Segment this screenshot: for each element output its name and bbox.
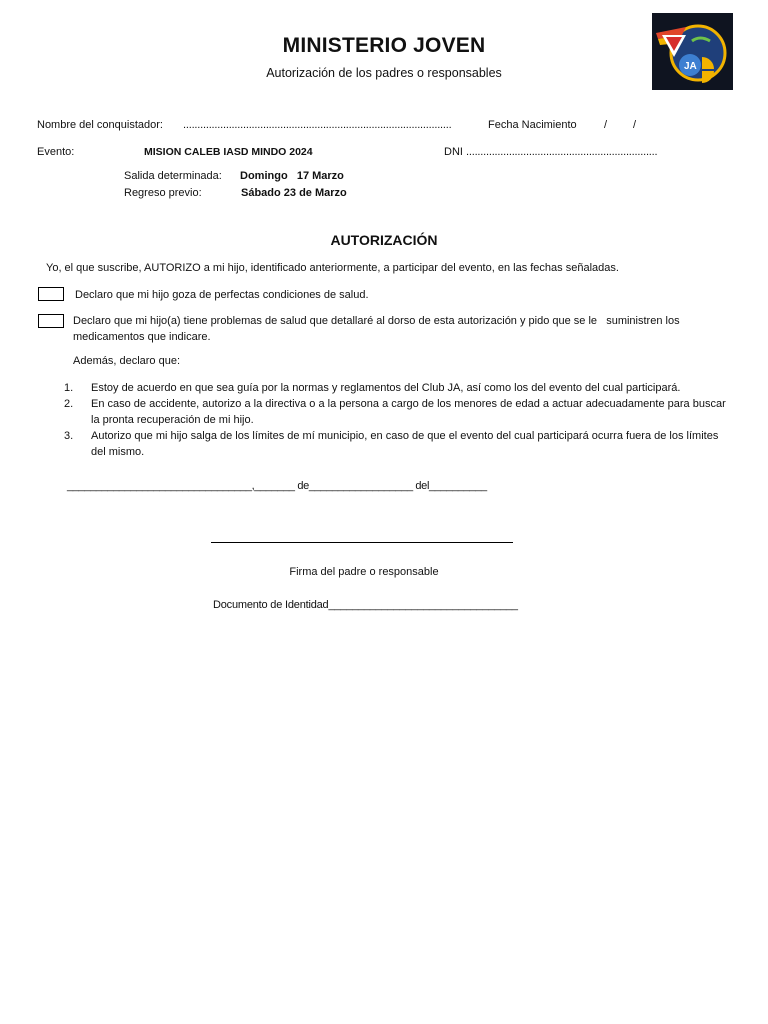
return-value: Sábado 23 de Marzo — [241, 187, 347, 199]
list-item-text: En caso de accidente, autorizo a la directiva o a la persona a cargo de los menores de edad a actuar adecuadamente para buscar la pronta recuperación de mi hijo. — [91, 398, 726, 426]
signature-line[interactable] — [211, 542, 513, 543]
ja-logo — [652, 13, 733, 90]
health-issues-label: Declaro que mi hijo(a) tiene problemas de salud que detallaré al dorso de esta autorización y pido que se le suministren los medicamentos que indicare. — [73, 315, 683, 343]
id-document-line[interactable]: Documento de Identidad________________________________ — [213, 599, 518, 611]
birth-date-slash: / — [633, 119, 637, 131]
departure-label: Salida determinada: — [124, 170, 222, 182]
authorization-heading: AUTORIZACIÓN — [330, 232, 438, 248]
dni-field[interactable]: ................................................................... — [466, 146, 658, 158]
document-subtitle: Autorización de los padres o responsables — [266, 66, 502, 80]
ademas-label: Además, declaro que: — [73, 355, 181, 367]
birth-date-label: Fecha Nacimiento — [488, 119, 577, 131]
dni-label: DNI — [444, 146, 463, 158]
list-item — [64, 380, 734, 396]
list-item-number: 3. — [64, 430, 74, 442]
name-label: Nombre del conquistador: — [37, 119, 163, 131]
authorization-intro: Yo, el que suscribe, AUTORIZO a mi hijo, identificado anteriormente, a participar del evento, en las fechas señaladas. — [46, 262, 619, 274]
list-item — [64, 428, 734, 460]
list-item-number: 1. — [64, 382, 74, 394]
document-title: MINISTERIO JOVEN — [282, 34, 486, 57]
health-issues-checkbox[interactable] — [38, 314, 64, 328]
event-value: MISION CALEB IASD MINDO 2024 — [144, 146, 313, 158]
list-item-text: Estoy de acuerdo en que sea guía por la normas y reglamentos del Club JA, así como los del evento del cual participará. — [91, 382, 681, 394]
event-label: Evento: — [37, 146, 75, 158]
date-line[interactable]: ________________________________,_______ de__________________ del__________ — [67, 480, 487, 492]
list-item — [64, 396, 734, 428]
signature-label: Firma del padre o responsable — [289, 566, 439, 578]
list-item-number: 2. — [64, 398, 74, 410]
health-ok-label: Declaro que mi hijo goza de perfectas condiciones de salud. — [75, 289, 369, 301]
svg-text:JA: JA — [684, 61, 697, 72]
birth-date-slash: / — [604, 119, 608, 131]
departure-value: Domingo 17 Marzo — [240, 170, 344, 182]
ja-logo-icon — [652, 13, 733, 90]
list-item-text: Autorizo que mi hijo salga de los límites de mí municipio, en caso de que el evento del cual participará ocurra fuera de los límites del mismo. — [91, 430, 719, 458]
name-field[interactable]: .............................................................................................. — [183, 119, 452, 131]
health-ok-checkbox[interactable] — [38, 287, 64, 301]
return-label: Regreso previo: — [124, 187, 202, 199]
